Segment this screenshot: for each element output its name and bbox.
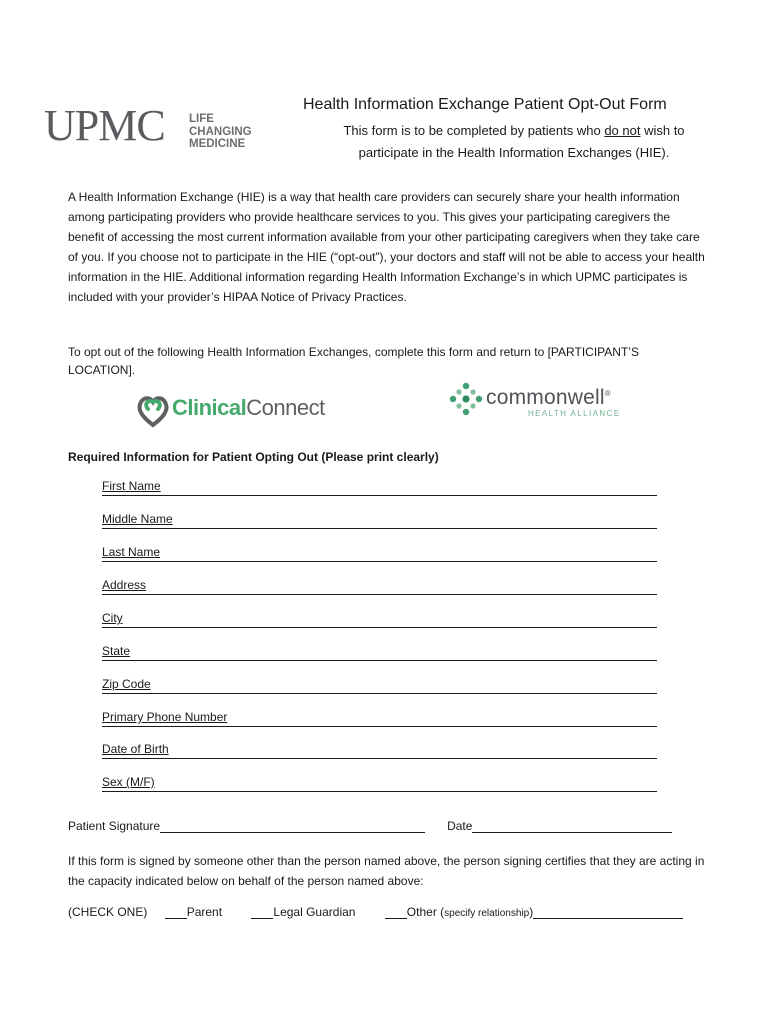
city-field[interactable]	[102, 611, 657, 628]
subtitle-emphasis: do not	[604, 123, 641, 138]
check-one-label: (CHECK ONE)	[68, 905, 148, 919]
patient-signature-line[interactable]	[160, 819, 425, 833]
zip-code-field[interactable]	[102, 677, 657, 694]
clinicalconnect-logo	[172, 395, 325, 421]
field-label: Sex (M/F)	[102, 775, 155, 789]
signature-row	[68, 819, 672, 833]
commonwell-icon	[449, 382, 483, 416]
parent-checkbox-line[interactable]	[165, 906, 187, 919]
relationship-check-row	[68, 905, 683, 919]
clinicalconnect-logo-part: Connect	[246, 395, 325, 420]
required-info-heading: Required Information for Patient Opting Out (Please print clearly)	[68, 450, 439, 464]
field-label: First Name	[102, 479, 161, 493]
field-label: State	[102, 644, 131, 658]
field-label: Last Name	[102, 545, 161, 559]
other-checkbox-line[interactable]	[385, 906, 407, 919]
field-label: Date of Birth	[102, 742, 169, 756]
upmc-logo-wordmark: UPMC	[44, 101, 165, 150]
specify-relationship-hint: specify relationship	[444, 908, 530, 919]
subtitle-text: wish to participate in the Health Information Exchanges (HIE).	[358, 123, 685, 160]
tagline-line: CHANGING	[189, 125, 252, 138]
parent-option: Parent	[186, 905, 223, 919]
intro-paragraph: A Health Information Exchange (HIE) is a way that health care providers can securely share your health information among participating providers who provide healthcare services to you. This gives your participating caregivers the benefit of accessing the most current information available from your other participating caregivers when they take care of you. If you choose not to participate in the HIE (“opt-out”), your doctors and staff will not be able to access your health information in the HIE. Additional information regarding Health Information Exchange’s in which UPMC participates is included with your provider’s HIPAA Notice of Privacy Practices.	[68, 190, 705, 304]
clinicalconnect-icon	[135, 390, 171, 428]
date-label: Date	[447, 819, 473, 833]
field-label: Address	[102, 578, 147, 592]
first-name-field[interactable]	[102, 479, 657, 496]
field-label: Middle Name	[102, 512, 173, 526]
sex-field[interactable]	[102, 775, 657, 792]
date-of-birth-field[interactable]	[102, 742, 657, 759]
other-option: Other (	[406, 905, 445, 919]
relationship-line[interactable]	[533, 906, 683, 919]
tagline-line: LIFE	[189, 113, 214, 125]
form-subtitle	[318, 120, 710, 164]
subtitle-text: This form is to be completed by patients who	[343, 123, 605, 138]
tagline-line: MEDICINE	[189, 138, 246, 150]
date-line[interactable]	[472, 819, 672, 833]
instructions-paragraph: To opt out of the following Health Information Exchanges, complete this form and return to [PARTICIPANT’S LOCATION].	[68, 345, 639, 377]
commonwell-logo-text: commonwell	[486, 386, 605, 409]
guardian-checkbox-line[interactable]	[251, 906, 273, 919]
commonwell-logo	[486, 386, 611, 410]
guardian-option: Legal Guardian	[273, 905, 356, 919]
patient-signature-label: Patient Signature	[68, 819, 161, 833]
other-option-close: )	[529, 905, 534, 919]
field-label: Zip Code	[102, 677, 151, 691]
address-field[interactable]	[102, 578, 657, 595]
upmc-tagline	[189, 113, 252, 151]
registered-mark: ®	[604, 389, 611, 398]
last-name-field[interactable]	[102, 545, 657, 562]
field-label: City	[102, 611, 123, 625]
proxy-paragraph: If this form is signed by someone other than the person named above, the person signing certifies that they are acting in the capacity indicated below on behalf of the person named above:	[68, 854, 705, 888]
middle-name-field[interactable]	[102, 512, 657, 529]
form-title: Health Information Exchange Patient Opt-Out Form	[303, 96, 667, 113]
state-field[interactable]	[102, 644, 657, 661]
field-label: Primary Phone Number	[102, 710, 228, 724]
commonwell-subtitle: HEALTH ALLIANCE	[528, 409, 621, 418]
clinicalconnect-logo-part: Clinical	[172, 395, 247, 420]
phone-number-field[interactable]	[102, 710, 657, 727]
